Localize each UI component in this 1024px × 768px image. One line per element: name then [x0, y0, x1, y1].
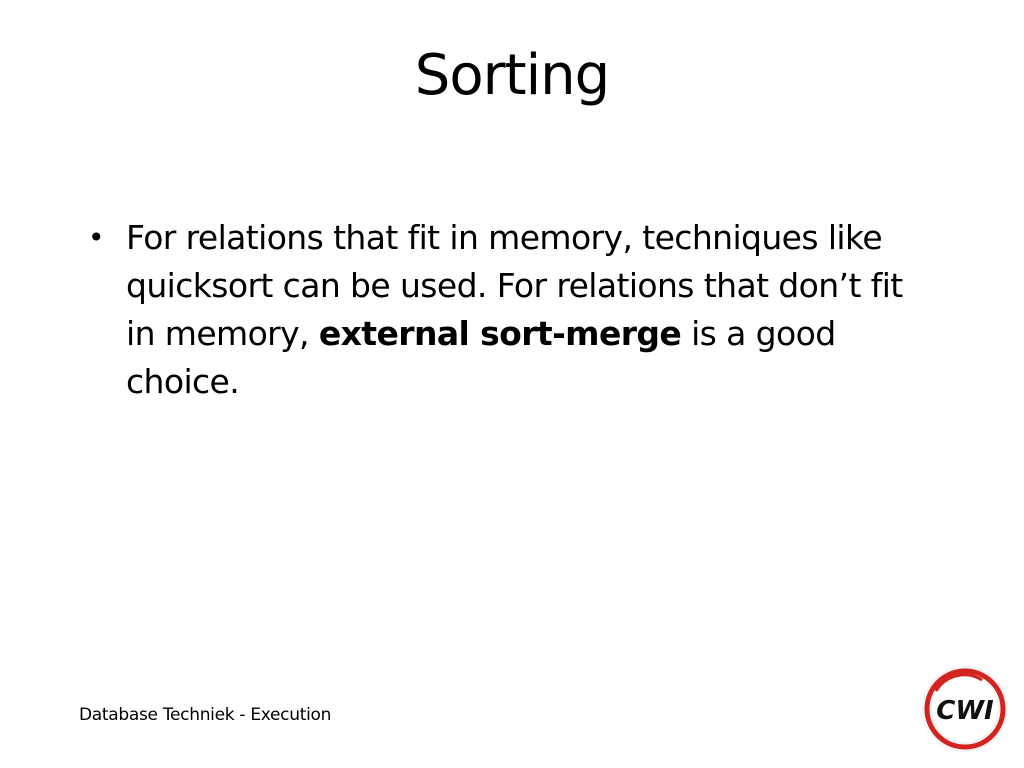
- cwi-logo: [920, 664, 1010, 754]
- bullet-text: [126, 214, 936, 406]
- bullet-text-part: is a good choice.: [126, 314, 836, 401]
- bullet-text-emphasis: external sort-merge: [318, 314, 682, 353]
- bullet-item: [88, 214, 948, 406]
- logo-text: CWI: [936, 696, 994, 726]
- slide-title: Sorting: [414, 43, 610, 108]
- bullet-list: [88, 214, 948, 406]
- slide-footer: Database Techniek - Execution: [79, 705, 332, 725]
- bullet-text-part: For relations that fit in memory, techniques like quicksort can be used. For relations that don’t fit in memory,: [126, 218, 903, 353]
- bullet-icon: •: [88, 221, 105, 254]
